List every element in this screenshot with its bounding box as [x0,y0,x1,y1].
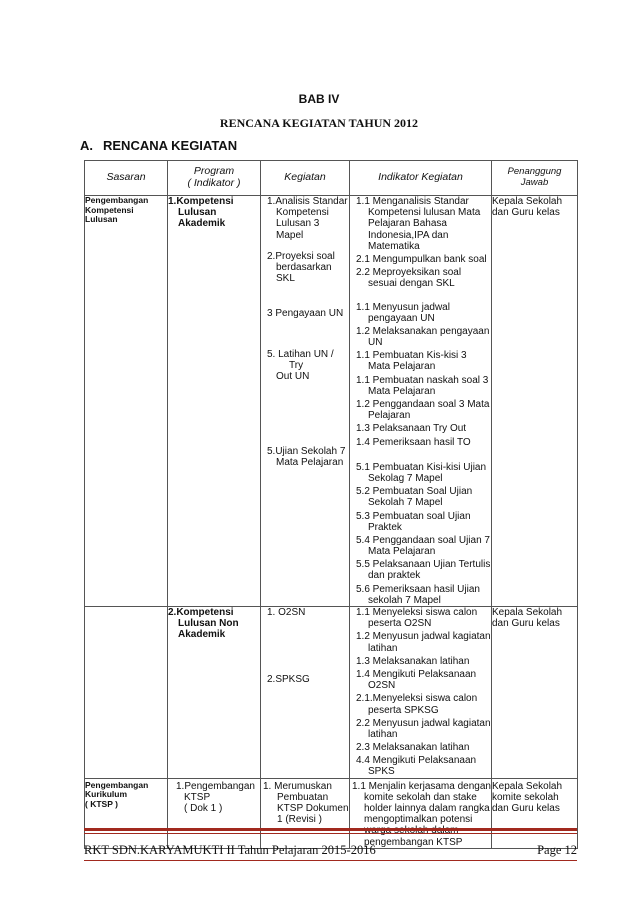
cell-program: 1.Pengembangan KTSP ( Dok 1 ) [168,778,261,848]
cell-kegiatan: 1. O2SN 2.SPKSG [261,607,350,779]
activity-plan-table [84,160,578,849]
section-heading [80,138,247,153]
header-sasaran: Sasaran [85,161,168,196]
cell-indikator: 1.1 Menjalin kerjasama dengan komite sekolah dan stake holder lainnya dalam rangka mengoptimalkan potensi pengembangan KTSP [350,778,492,848]
cell-kegiatan: 1.Analisis Standar Kompetensi Lulusan 3 Mapel 2.Proyeksi soal berdasarkan SKL 3 Pengayaan UN 5. Latihan UN / Try Out UN 5.Ujian Sekolah 7 Mata Pelajaran [261,196,350,607]
header-penanggung-jawab: Penanggung Jawab [492,161,578,196]
cell-indikator: 1.1 Menganalisis Standar Kompetensi lulusan Mata Pelajaran Bahasa Indonesia,IPA dan Matematika 2.1 Mengumpulkan bank soal 2.2 Meproyeksikan soal sesuai dengan SKL 1.1 Menyusun jadwal pengayaan UN 1.2 Melaksanakan pengayaan UN 1.1 Pembuatan Kis-kisi 3 Mata Pelajaran 1.1 Pembuatan naskah soal 3 Mata Pelajaran 1.2 Penggandaan soal 3 Mata Pelajaran 1.3 Pelaksanaan Try Out 1.4 Pemeriksaan hasil TO 5.1 Pembuatan Kisi-kisi Ujian Sekolag 7 Mapel 5.2 Pembuatan Soal Ujian Sekolah 7 Mapel 5.3 Pembuatan soal Ujian Praktek 5.4 Penggandaan soal Ujian 7 Mata Pelajaran 5.5 Pelaksanaan Ujian Tertulis dan praktek 5.6 Pemeriksaan hasil Ujian sekolah 7 Mapel [350,196,492,607]
header-indikator: Indikator Kegiatan [350,161,492,196]
cell-program: 1.Kompetensi Lulusan Akademik [168,196,261,607]
header-program: Program ( Indikator ) [168,161,261,196]
cell-penanggung-jawab: Kepala Sekolah dan Guru kelas [492,607,578,779]
footer-rule-thin [84,833,577,834]
header-kegiatan: Kegiatan [261,161,350,196]
cell-sasaran: Pengembangan Kurikulum ( KTSP ) [85,778,168,848]
section-title: RENCANA KEGIATAN [103,138,238,153]
document-subtitle: RENCANA KEGIATAN TAHUN 2012 [219,116,419,130]
table-row [85,778,578,848]
cell-sasaran [85,607,168,779]
cell-sasaran: Pengembangan Kompetensi Lulusan [85,196,168,607]
cell-indikator: 1.1 Menyeleksi siswa calon peserta O2SN 1.2 Menyusun jadwal kagiatan latihan 1.3 Melaksanakan latihan 1.4 Mengikuti Pelaksanaan O2SN 2.1.Menyeleksi siswa calon peserta SPKSG 2.2 Menyusun jadwal kagiatan latihan 2.3 Melaksanakan latihan 4.4 Mengikuti Pelaksanaan SPKS [350,607,492,779]
cell-kegiatan: 1. Merumuskan Pembuatan KTSP Dokumen 1 (Revisi ) [261,778,350,848]
cell-penanggung-jawab: Kepala Sekolah komite sekolah dan Guru kelas [492,778,578,848]
footer-school-info: RKT SDN.KARYAMUKTI II Tahun Pelajaran 2015-2016 [84,843,376,857]
table-row [85,607,578,779]
table-row [85,196,578,607]
page-footer [84,843,577,858]
page-number: Page 12 [537,843,577,857]
footer-rule-bottom [84,860,577,861]
table-header-row [85,161,578,196]
section-letter: A. [80,138,93,153]
cell-penanggung-jawab: Kepala Sekolah dan Guru kelas [492,196,578,607]
cell-program: 2.Kompetensi Lulusan Non Akademik [168,607,261,779]
footer-rule-thick [84,828,577,831]
chapter-title: BAB IV [298,92,340,106]
